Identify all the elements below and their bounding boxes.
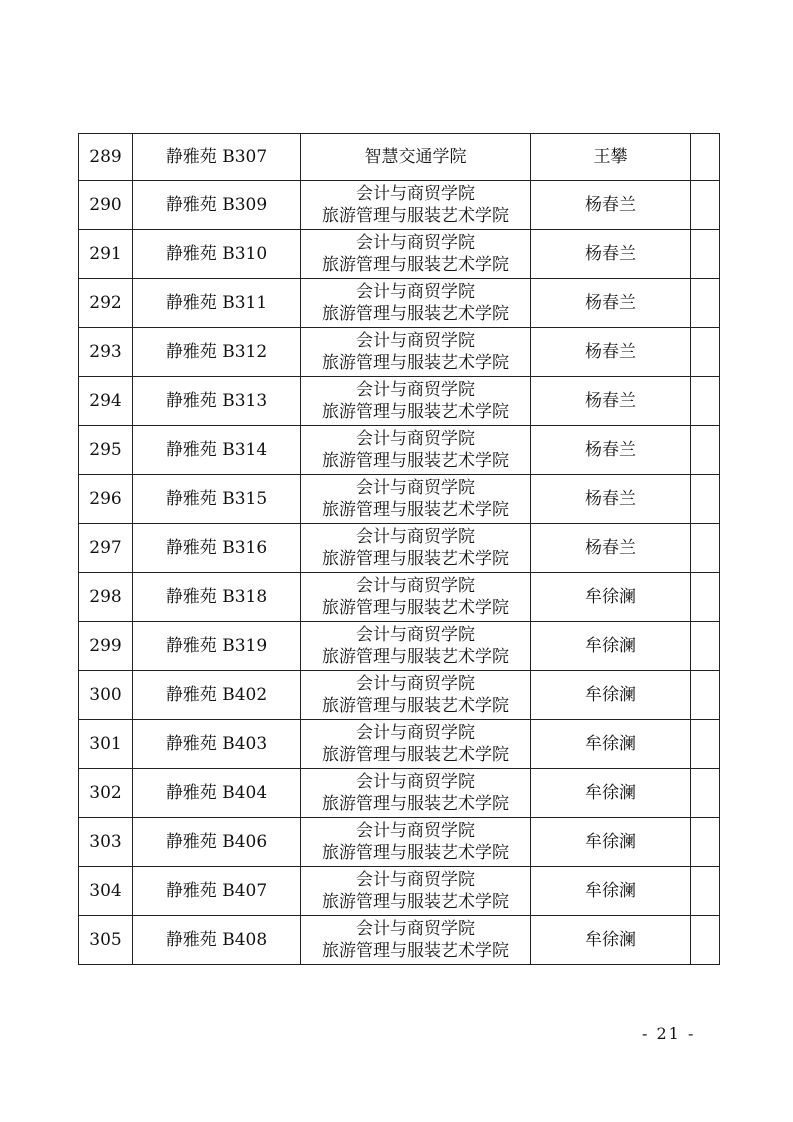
table-row — [79, 328, 720, 377]
row-number-cell: 291 — [79, 230, 133, 279]
row-number-cell: 302 — [79, 769, 133, 818]
row-number-cell: 292 — [79, 279, 133, 328]
table-row — [79, 181, 720, 230]
row-number-cell: 299 — [79, 622, 133, 671]
dorm-room-cell: 静雅苑 B403 — [133, 720, 301, 769]
college-cell — [301, 769, 531, 818]
dorm-room-cell: 静雅苑 B408 — [133, 916, 301, 965]
college-cell — [301, 377, 531, 426]
dorm-room-cell: 静雅苑 B312 — [133, 328, 301, 377]
row-number-cell: 298 — [79, 573, 133, 622]
table-row — [79, 134, 720, 181]
table-body — [79, 134, 720, 965]
college-name: 会计与商贸学院 — [356, 527, 475, 547]
remarks-cell — [691, 134, 720, 181]
remarks-cell — [691, 671, 720, 720]
counselor-name-cell: 杨春兰 — [531, 426, 691, 475]
row-number-cell: 289 — [79, 134, 133, 181]
remarks-cell — [691, 916, 720, 965]
row-number-cell: 301 — [79, 720, 133, 769]
remarks-cell — [691, 818, 720, 867]
dorm-room-cell: 静雅苑 B307 — [133, 134, 301, 181]
dorm-room-cell: 静雅苑 B319 — [133, 622, 301, 671]
table-row — [79, 818, 720, 867]
dorm-room-cell: 静雅苑 B316 — [133, 524, 301, 573]
college-name: 会计与商贸学院 — [356, 331, 475, 351]
table-row — [79, 426, 720, 475]
counselor-name-cell: 牟徐澜 — [531, 622, 691, 671]
college-name: 会计与商贸学院 — [356, 233, 475, 253]
college-name: 旅游管理与服装艺术学院 — [322, 745, 509, 765]
counselor-name-cell: 牟徐澜 — [531, 867, 691, 916]
college-cell — [301, 279, 531, 328]
college-name: 旅游管理与服装艺术学院 — [322, 304, 509, 324]
college-name: 旅游管理与服装艺术学院 — [322, 843, 509, 863]
college-name: 旅游管理与服装艺术学院 — [322, 892, 509, 912]
college-name: 旅游管理与服装艺术学院 — [322, 255, 509, 275]
remarks-cell — [691, 573, 720, 622]
remarks-cell — [691, 181, 720, 230]
dorm-room-cell: 静雅苑 B314 — [133, 426, 301, 475]
table-row — [79, 573, 720, 622]
row-number-cell: 296 — [79, 475, 133, 524]
dorm-room-cell: 静雅苑 B318 — [133, 573, 301, 622]
remarks-cell — [691, 230, 720, 279]
remarks-cell — [691, 377, 720, 426]
remarks-cell — [691, 328, 720, 377]
college-name: 会计与商贸学院 — [356, 919, 475, 939]
college-cell — [301, 230, 531, 279]
remarks-cell — [691, 769, 720, 818]
dorm-room-cell: 静雅苑 B404 — [133, 769, 301, 818]
remarks-cell — [691, 524, 720, 573]
college-cell — [301, 818, 531, 867]
counselor-name-cell: 杨春兰 — [531, 279, 691, 328]
remarks-cell — [691, 720, 720, 769]
college-name: 旅游管理与服装艺术学院 — [322, 206, 509, 226]
table-row — [79, 230, 720, 279]
college-name: 会计与商贸学院 — [356, 282, 475, 302]
counselor-name-cell: 牟徐澜 — [531, 573, 691, 622]
college-name: 旅游管理与服装艺术学院 — [322, 598, 509, 618]
college-name: 旅游管理与服装艺术学院 — [322, 696, 509, 716]
college-name: 会计与商贸学院 — [356, 870, 475, 890]
row-number-cell: 294 — [79, 377, 133, 426]
table-row — [79, 622, 720, 671]
college-name: 会计与商贸学院 — [356, 380, 475, 400]
dorm-room-cell: 静雅苑 B311 — [133, 279, 301, 328]
college-name: 旅游管理与服装艺术学院 — [322, 941, 509, 961]
college-cell — [301, 671, 531, 720]
counselor-name-cell: 杨春兰 — [531, 181, 691, 230]
college-cell — [301, 475, 531, 524]
table-row — [79, 671, 720, 720]
college-cell — [301, 916, 531, 965]
dorm-room-cell: 静雅苑 B313 — [133, 377, 301, 426]
counselor-name-cell: 牟徐澜 — [531, 671, 691, 720]
college-name: 旅游管理与服装艺术学院 — [322, 451, 509, 471]
college-cell — [301, 573, 531, 622]
table-row — [79, 475, 720, 524]
table-row — [79, 279, 720, 328]
table-row — [79, 916, 720, 965]
counselor-name-cell: 杨春兰 — [531, 230, 691, 279]
remarks-cell — [691, 867, 720, 916]
remarks-cell — [691, 426, 720, 475]
counselor-name-cell: 牟徐澜 — [531, 769, 691, 818]
dorm-room-cell: 静雅苑 B407 — [133, 867, 301, 916]
college-name: 旅游管理与服装艺术学院 — [322, 647, 509, 667]
college-name: 智慧交通学院 — [364, 147, 467, 167]
counselor-name-cell: 牟徐澜 — [531, 818, 691, 867]
college-name: 会计与商贸学院 — [356, 429, 475, 449]
row-number-cell: 304 — [79, 867, 133, 916]
college-name: 会计与商贸学院 — [356, 723, 475, 743]
row-number-cell: 297 — [79, 524, 133, 573]
college-name: 旅游管理与服装艺术学院 — [322, 500, 509, 520]
dorm-room-cell: 静雅苑 B310 — [133, 230, 301, 279]
remarks-cell — [691, 279, 720, 328]
college-cell — [301, 181, 531, 230]
college-name: 会计与商贸学院 — [356, 821, 475, 841]
counselor-name-cell: 杨春兰 — [531, 328, 691, 377]
row-number-cell: 295 — [79, 426, 133, 475]
college-name: 旅游管理与服装艺术学院 — [322, 549, 509, 569]
row-number-cell: 290 — [79, 181, 133, 230]
row-number-cell: 303 — [79, 818, 133, 867]
college-name: 旅游管理与服装艺术学院 — [322, 794, 509, 814]
dorm-room-cell: 静雅苑 B309 — [133, 181, 301, 230]
college-name: 会计与商贸学院 — [356, 576, 475, 596]
college-name: 旅游管理与服装艺术学院 — [322, 402, 509, 422]
counselor-name-cell: 杨春兰 — [531, 377, 691, 426]
college-cell — [301, 524, 531, 573]
row-number-cell: 300 — [79, 671, 133, 720]
counselor-name-cell: 牟徐澜 — [531, 916, 691, 965]
counselor-name-cell: 牟徐澜 — [531, 720, 691, 769]
college-name: 会计与商贸学院 — [356, 625, 475, 645]
row-number-cell: 293 — [79, 328, 133, 377]
table-row — [79, 867, 720, 916]
dorm-room-cell: 静雅苑 B406 — [133, 818, 301, 867]
college-cell — [301, 134, 531, 181]
college-name: 旅游管理与服装艺术学院 — [322, 353, 509, 373]
remarks-cell — [691, 622, 720, 671]
table-row — [79, 377, 720, 426]
college-name: 会计与商贸学院 — [356, 184, 475, 204]
college-cell — [301, 328, 531, 377]
college-cell — [301, 720, 531, 769]
college-cell — [301, 426, 531, 475]
dorm-room-cell: 静雅苑 B315 — [133, 475, 301, 524]
college-name: 会计与商贸学院 — [356, 674, 475, 694]
counselor-name-cell: 杨春兰 — [531, 475, 691, 524]
counselor-name-cell: 杨春兰 — [531, 524, 691, 573]
table-row — [79, 524, 720, 573]
dorm-room-cell: 静雅苑 B402 — [133, 671, 301, 720]
page-number: - 21 - — [642, 1024, 696, 1043]
counselor-name-cell: 王攀 — [531, 134, 691, 181]
college-cell — [301, 867, 531, 916]
college-cell — [301, 622, 531, 671]
dormitory-assignment-table — [78, 133, 720, 965]
table-row — [79, 720, 720, 769]
college-name: 会计与商贸学院 — [356, 772, 475, 792]
table-row — [79, 769, 720, 818]
remarks-cell — [691, 475, 720, 524]
row-number-cell: 305 — [79, 916, 133, 965]
college-name: 会计与商贸学院 — [356, 478, 475, 498]
